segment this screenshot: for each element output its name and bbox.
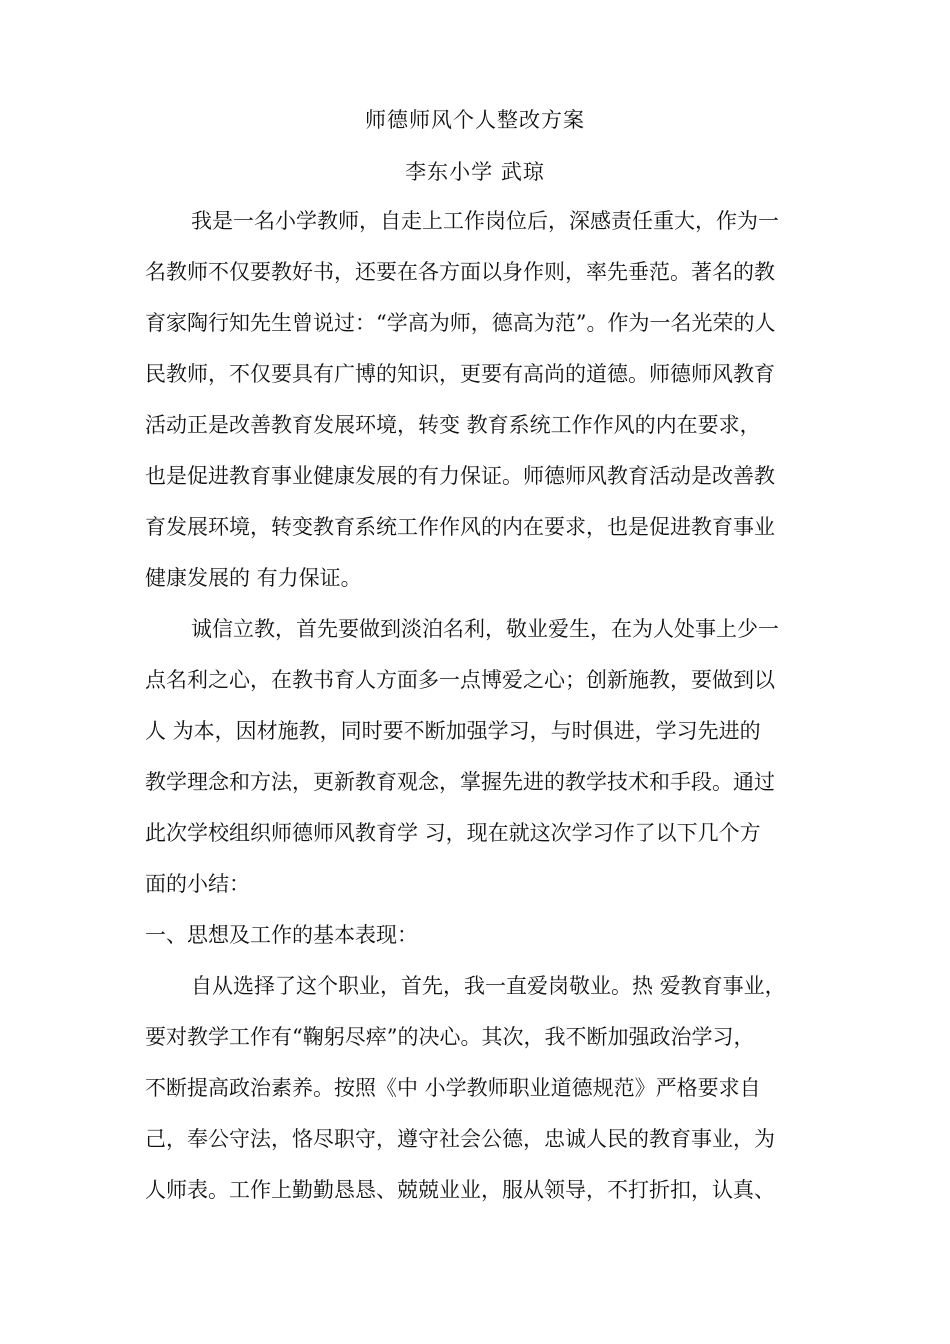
- text-line: 我是一名小学教师，自走上工作岗位后，深感责任重大，作为一: [191, 209, 779, 233]
- text-line: 人师表。工作上勤勤恳恳、兢兢业业，服从领导，不打折扣，认真、: [145, 1178, 775, 1202]
- text-line: 自从选择了这个职业，首先，我一直爱岗敬业。热 爱教育事业，: [191, 974, 786, 998]
- document-body: [145, 204, 821, 1224]
- text-line: 健康发展的 有力保证。: [145, 566, 362, 590]
- text-line: 一、思想及工作的基本表现：: [145, 923, 418, 947]
- text-line: 名教师不仅要教好书，还要在各方面以身作则，率先垂范。著名的教: [145, 260, 775, 284]
- text-line: 人 为本，因材施教，同时要不断加强学习，与时俱进，学习先进的: [145, 719, 761, 743]
- text-line: 面的小结：: [145, 872, 250, 896]
- document-author: 李东小学 武琼: [405, 160, 545, 184]
- text-line: 要对教学工作有“鞠躬尽瘁”的决心。其次，我不断加强政治学习，: [145, 1025, 755, 1049]
- text-line: 诚信立教，首先要做到淡泊名利，敬业爱生，在为人处事上少一: [191, 617, 779, 641]
- text-line: 育家陶行知先生曾说过：“学高为师，德高为范”。作为一名光荣的人: [145, 311, 776, 335]
- text-line: 此次学校组织师德师风教育学 习，现在就这次学习作了以下几个方: [145, 821, 761, 845]
- text-line: 不断提高政治素养。按照《中 小学教师职业道德规范》严格要求自: [145, 1076, 761, 1100]
- document-title: 师德师风个人整改方案: [365, 108, 585, 132]
- text-line: 活动正是改善教育发展环境，转变 教育系统工作作风的内在要求，: [145, 413, 761, 437]
- text-line: 教学理念和方法，更新教育观念，掌握先进的教学技术和手段。通过: [145, 770, 775, 794]
- text-line: 育发展环境，转变教育系统工作作风的内在要求，也是促进教育事业: [145, 515, 775, 539]
- text-line: 点名利之心，在教书育人方面多一点博爱之心；创新施教，要做到以: [145, 668, 775, 692]
- text-line: 己，奉公守法，恪尽职守，遵守社会公德，忠诚人民的教育事业，为: [145, 1127, 775, 1151]
- text-line: 也是促进教育事业健康发展的有力保证。师德师风教育活动是改善教: [145, 464, 775, 488]
- text-line: 民教师，不仅要具有广博的知识，更要有高尚的道德。师德师风教育: [145, 362, 775, 386]
